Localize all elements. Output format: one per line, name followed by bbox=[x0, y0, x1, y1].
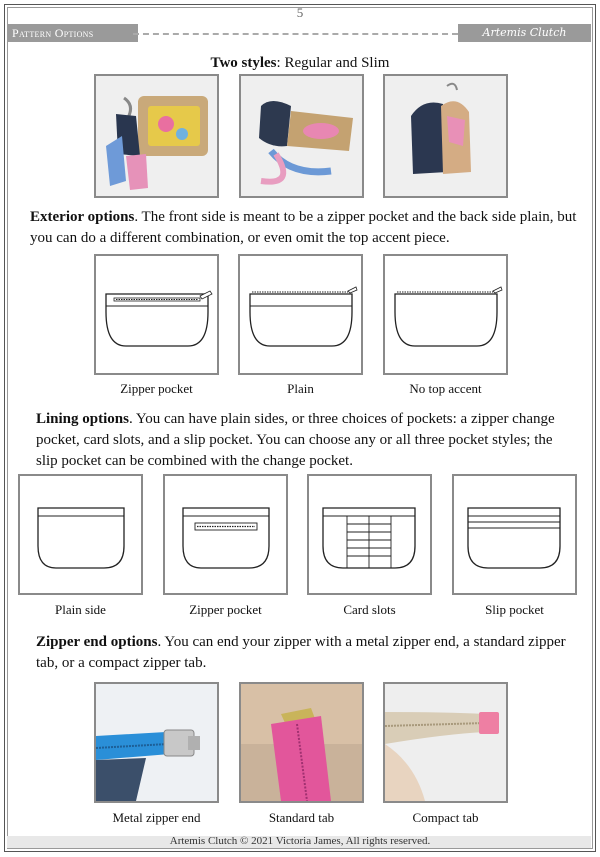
caption-plain-side: Plain side bbox=[55, 602, 106, 617]
diagram-plain bbox=[238, 254, 363, 375]
diagram-lining-zipper-pocket bbox=[163, 474, 288, 595]
caption-metal-zipper-end: Metal zipper end bbox=[112, 810, 201, 825]
two-styles-heading: Two styles: Regular and Slim bbox=[210, 55, 390, 71]
pattern-title: Artemis Clutch bbox=[458, 24, 591, 42]
diagram-no-top-accent bbox=[383, 254, 508, 375]
diagram-card-slots bbox=[307, 474, 432, 595]
photo-metal-zipper-end bbox=[94, 682, 219, 803]
header-divider bbox=[133, 33, 458, 35]
photo-compact-tab bbox=[383, 682, 508, 803]
caption-plain: Plain bbox=[287, 381, 314, 396]
page-number: 5 bbox=[296, 5, 304, 20]
diagram-zipper-pocket bbox=[94, 254, 219, 375]
caption-lining-zipper-pocket: Zipper pocket bbox=[189, 602, 262, 617]
caption-slip-pocket: Slip pocket bbox=[485, 602, 544, 617]
section-label: Pattern Options bbox=[7, 24, 138, 42]
caption-compact-tab: Compact tab bbox=[412, 810, 479, 825]
diagram-plain-side bbox=[18, 474, 143, 595]
diagram-slip-pocket bbox=[452, 474, 577, 595]
lining-options-text: Lining options. You can have plain sides, or three choices of pockets: a zipper change pocket, card slots, and a slip pocket. You can choose any or all three pocket styles; the slip pocket can be combined with the change pocket. bbox=[36, 411, 555, 469]
photo-regular-clutch bbox=[94, 74, 219, 198]
photo-both-styles bbox=[383, 74, 508, 198]
caption-standard-tab: Standard tab bbox=[268, 810, 335, 825]
caption-no-top-accent: No top accent bbox=[409, 381, 482, 396]
zipper-end-options-text: Zipper end options. You can end your zipper with a metal zipper end, a standard zipper tab, or a compact zipper tab. bbox=[36, 634, 566, 671]
photo-standard-tab bbox=[239, 682, 364, 803]
caption-zipper-pocket: Zipper pocket bbox=[120, 381, 193, 396]
caption-card-slots: Card slots bbox=[343, 602, 396, 617]
exterior-options-text: Exterior options. The front side is meant to be a zipper pocket and the back side plain, but you can do a different combination, or even omit the top accent piece. bbox=[30, 209, 577, 246]
photo-slim-clutch bbox=[239, 74, 364, 198]
footer-copyright: Artemis Clutch © 2021 Victoria James, All rights reserved. bbox=[169, 835, 431, 847]
